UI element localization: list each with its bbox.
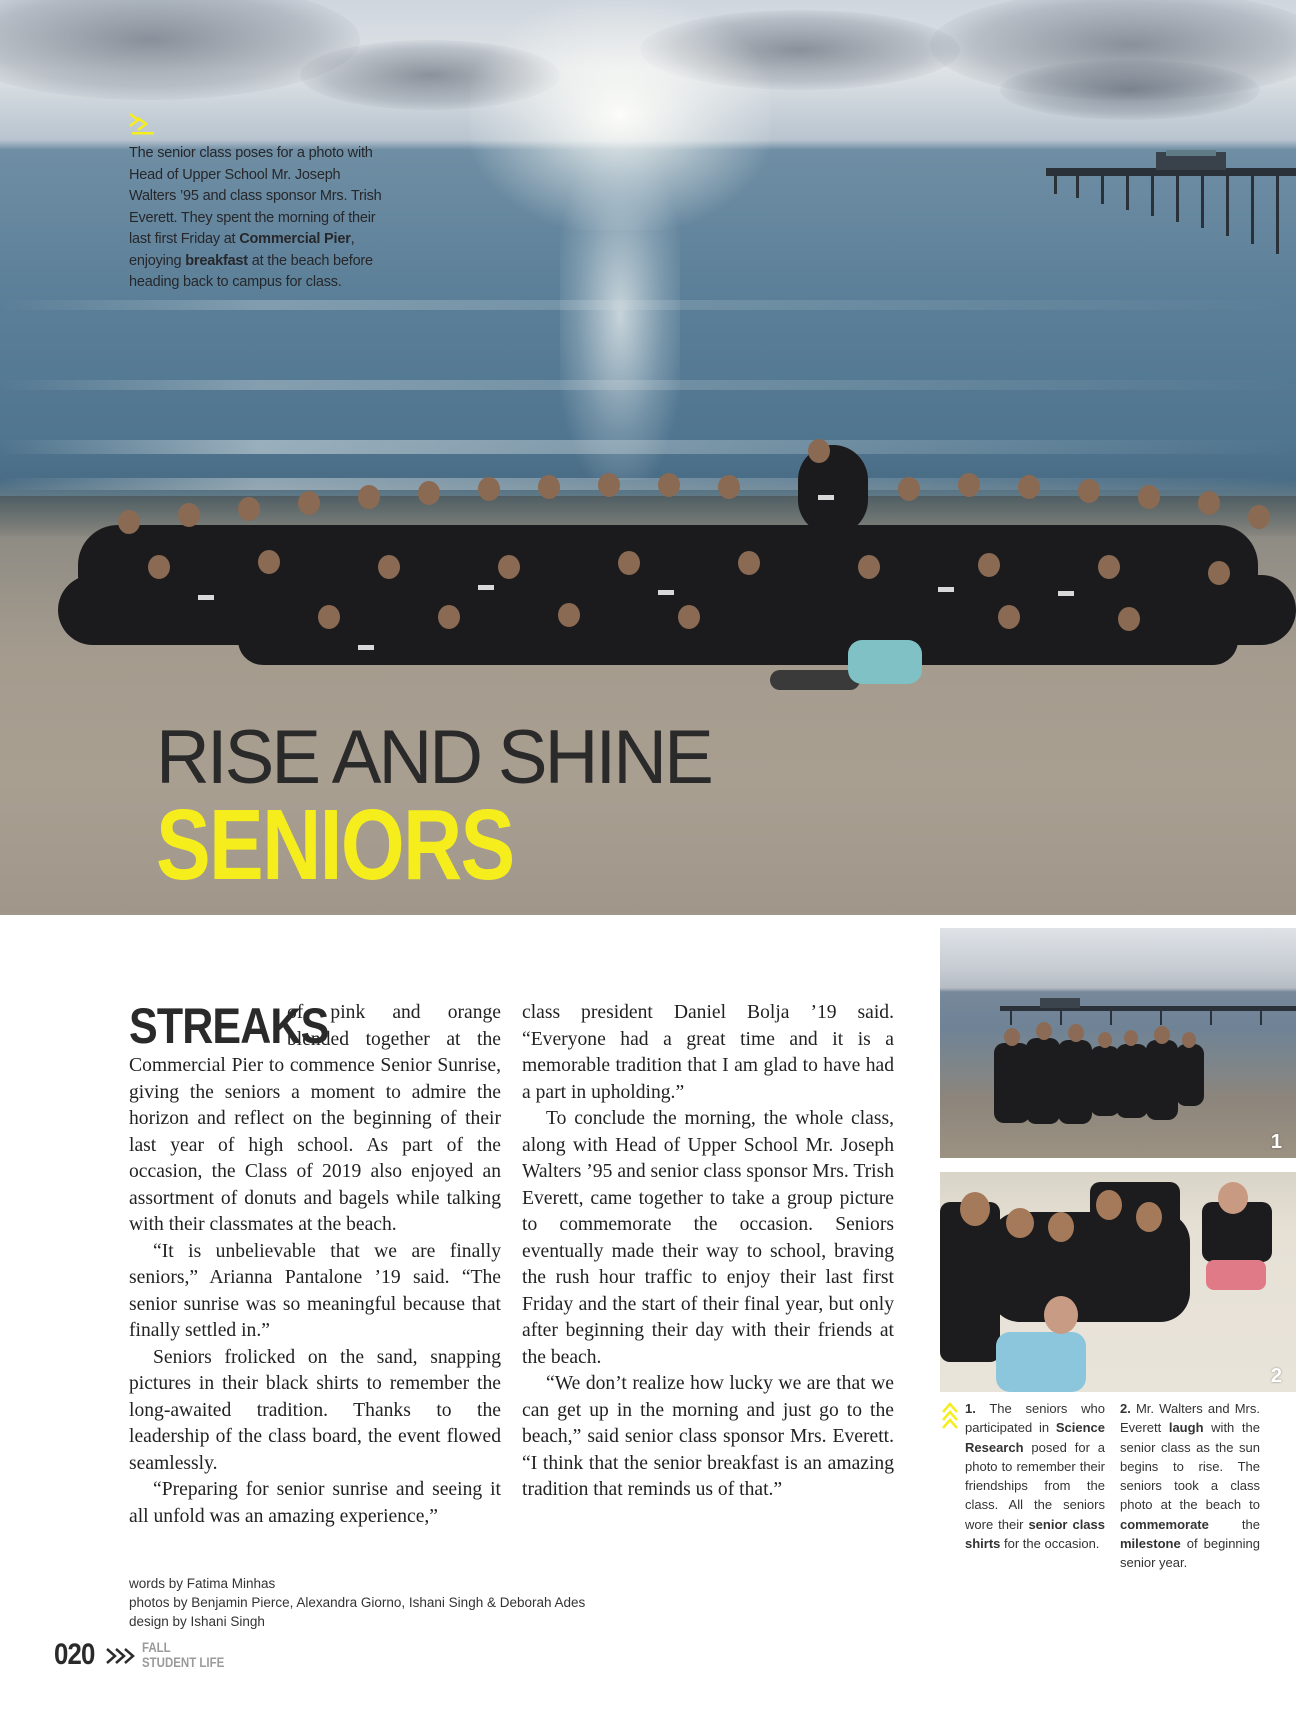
article-paragraph: Seniors frolicked on the sand, snapping pictures in their black shirts to remember the long-awaited tradition. Thanks to the leadership of the class board, the event flowed seamlessly. — [129, 1346, 501, 1474]
credits — [129, 1574, 585, 1631]
double-chevron-icon — [104, 1644, 138, 1668]
lead-word: STREAKS — [129, 998, 329, 1054]
article-paragraph: class president Daniel Bolja ’19 said. “Everyone had a great time and it is a memorable tradition that I am glad to have had a part in upholding.” — [522, 1002, 894, 1103]
teacher-figure — [848, 640, 922, 684]
photo-caption-2: 2. Mr. Walters and Mrs. Everett laugh with the senior class as the sun begins to rise. The seniors took a class photo at the beach to commemorate the milestone of beginning senior year. — [1120, 1401, 1261, 1571]
pier-illustration — [1046, 150, 1296, 260]
senior-class-group — [58, 455, 1296, 720]
article-paragraph: “We don’t realize how lucky we are that we can get up in the morning and just go to the beach,” said senior class sponsor Mrs. Everett. “I think that the senior breakfast is an amazing tradition that reminds us of that.” — [522, 1373, 894, 1500]
photo-number: 2 — [1270, 1365, 1282, 1387]
article-column-2 — [522, 1000, 894, 1504]
headline-kicker: RISE AND SHINE — [156, 715, 711, 800]
article-paragraph: STREAKS of pink and orange blended together at the Commercial Pier to commence Senior Sunrise, giving the seniors a moment to admire the horizon and reflect on the beginning of their last year of high school. As part of the occasion, the Class of 2019 also enjoyed an assortment of donuts and bagels while talking with their classmates at the beach. — [129, 998, 501, 1235]
article-column-1 — [129, 1000, 501, 1530]
photo-caption-1: 1. The seniors who participated in Science Research posed for a photo to remember their friendships from the class. All the seniors wore their senior class shirts for the occasion. — [965, 1401, 1105, 1552]
photo-number: 1 — [1270, 1131, 1282, 1153]
article-paragraph: “Preparing for senior sunrise and seeing it all unfold was an amazing experience,” — [129, 1479, 501, 1527]
credit-photos: photos by Benjamin Pierce, Alexandra Giorno, Ishani Singh & Deborah Ades — [129, 1595, 586, 1610]
headline-main: SENIORS — [156, 789, 514, 901]
hero-caption: The senior class poses for a photo with Head of Upper School Mr. Joseph Walters ’95 and class sponsor Mrs. Trish Everett. They spent the morning of their last first Friday at Commercial Pier, enjoying breakfast at the beach before heading back to campus for class. — [129, 145, 382, 290]
page-number: 020 — [54, 1638, 95, 1671]
caption-pointer-icon — [128, 112, 156, 136]
section-label: FALL STUDENT LIFE — [142, 1639, 225, 1670]
caption-arrow-up-icon — [940, 1400, 960, 1434]
credit-words: words by Fatima Minhas — [129, 1576, 276, 1591]
photo-science-research — [940, 928, 1296, 1158]
photo-teachers-laughing — [940, 1172, 1296, 1392]
article-paragraph: “It is unbelievable that we are finally seniors,” Arianna Pantalone ’19 said. “The senior sunrise was so meaningful because that finally settled in.” — [129, 1240, 501, 1341]
article-paragraph: To conclude the morning, the whole class, along with Head of Upper School Mr. Joseph Walters ’95 and senior class sponsor Mrs. Trish Everett, came together to take a group picture to commemorate the occasion. Seniors eventually made their way to school, braving the rush hour traffic to enjoy their last first Friday and the start of their final year, but only after beginning their day with their friends at the beach. — [522, 1108, 894, 1368]
credit-design: design by Ishani Singh — [129, 1614, 265, 1629]
